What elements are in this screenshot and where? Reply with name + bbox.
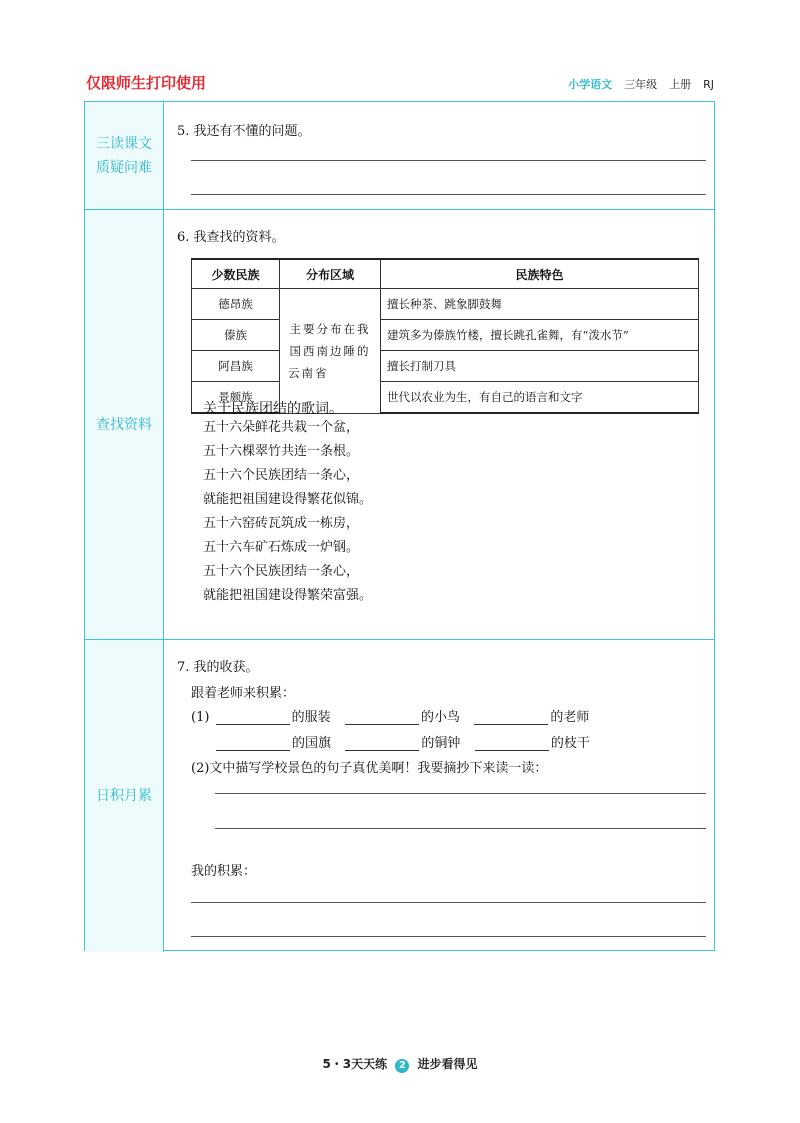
label-line2: 质疑问难 <box>96 159 152 176</box>
subject-label: 小学语文 <box>568 78 613 91</box>
ethnic-name: 傣族 <box>192 320 280 351</box>
ethnic-feature: 擅长种茶、跳象脚鼓舞 <box>381 289 699 320</box>
section-label-questions <box>85 102 164 209</box>
print-notice: 仅限师生打印使用 <box>86 74 207 92</box>
footer-number-badge: 2 <box>395 1059 409 1073</box>
table-row <box>192 289 699 320</box>
section-content-research <box>177 210 706 639</box>
area-line: 云南省 <box>288 365 329 380</box>
blank-suffix: 的国旗 <box>292 736 332 751</box>
prompt-q5: 5. 我还有不懂的问题。 <box>177 124 311 139</box>
answer-line[interactable] <box>191 160 706 161</box>
table-row <box>192 320 699 351</box>
header-meta <box>568 76 714 92</box>
fill-blank[interactable] <box>475 736 549 751</box>
label-line1: 三读课文 <box>96 135 152 152</box>
table-header: 民族特色 <box>381 259 699 289</box>
answer-line[interactable] <box>215 793 706 794</box>
volume-label: 上册 <box>669 78 692 91</box>
q1-row-2 <box>214 732 590 751</box>
footer-slogan: 进步看得见 <box>417 1057 478 1071</box>
blank-suffix: 的老师 <box>550 710 590 725</box>
table-header: 分布区域 <box>280 259 381 289</box>
ethnic-feature: 建筑多为傣族竹楼，擅长跳孔雀舞，有“泼水节” <box>381 320 699 351</box>
area-line: 主要分布在我 <box>289 321 371 336</box>
table-header-row <box>192 259 699 289</box>
footer-brand: 5・3天天练 <box>322 1057 388 1071</box>
ethnic-name: 景颇族 <box>192 382 280 414</box>
edition-label: RJ <box>703 77 714 91</box>
q1-number: (1) <box>191 710 210 725</box>
section-research <box>85 210 714 640</box>
song-lyrics <box>203 416 372 608</box>
worksheet-frame <box>84 101 715 951</box>
ethnic-name: 德昂族 <box>192 289 280 320</box>
my-accumulation: 我的积累： <box>191 864 257 879</box>
blank-suffix: 的铜钟 <box>421 736 461 751</box>
page-footer <box>0 1055 800 1073</box>
follow-teacher: 跟着老师来积累： <box>191 686 296 701</box>
lyric-line: 五十六窑砖瓦筑成一栋房， <box>203 516 360 531</box>
prompt-q7: 7. 我的收获。 <box>177 660 259 675</box>
fill-blank[interactable] <box>216 710 290 725</box>
q2-prompt: (2)文中描写学校景色的句子真优美啊！我要摘抄下来读一读： <box>191 761 548 776</box>
song-title: 关于民族团结的歌词。 <box>203 401 343 417</box>
section-content-accumulate <box>177 640 706 952</box>
distribution-area <box>280 289 381 414</box>
lyric-line: 五十六棵翠竹共连一条根。 <box>203 444 360 459</box>
q1-row-1 <box>191 706 589 725</box>
area-line: 国西南边陲的 <box>289 343 371 358</box>
section-label-accumulate: 日积月累 <box>85 640 164 952</box>
section-questions <box>85 102 714 210</box>
section-label-research: 查找资料 <box>85 210 164 639</box>
lyric-line: 就能把祖国建设得繁荣富强。 <box>203 588 373 603</box>
ethnic-feature: 世代以农业为生，有自己的语言和文字 <box>381 382 699 414</box>
lyric-line: 五十六个民族团结一条心， <box>203 468 360 483</box>
ethnic-feature: 擅长打制刀具 <box>381 351 699 382</box>
ethnic-name: 阿昌族 <box>192 351 280 382</box>
fill-blank[interactable] <box>474 710 548 725</box>
prompt-q6: 6. 我查找的资料。 <box>177 230 285 245</box>
section-content-questions <box>177 102 706 209</box>
fill-blank[interactable] <box>345 710 419 725</box>
lyric-line: 五十六朵鲜花共栽一个盆， <box>203 420 360 435</box>
lyric-line: 五十六个民族团结一条心， <box>203 564 360 579</box>
grade-label: 三年级 <box>624 78 658 91</box>
fill-blank[interactable] <box>216 736 290 751</box>
table-header: 少数民族 <box>192 259 280 289</box>
table-row <box>192 351 699 382</box>
lyric-line: 五十六车矿石炼成一炉钢。 <box>203 540 360 555</box>
answer-line[interactable] <box>215 828 706 829</box>
answer-line[interactable] <box>191 194 706 195</box>
answer-line[interactable] <box>191 936 706 937</box>
fill-blank[interactable] <box>345 736 419 751</box>
blank-suffix: 的枝干 <box>550 736 590 751</box>
section-accumulate <box>85 640 714 952</box>
blank-suffix: 的小鸟 <box>420 710 460 725</box>
ethnic-table <box>191 258 699 414</box>
blank-suffix: 的服装 <box>291 710 331 725</box>
lyric-line: 就能把祖国建设得繁花似锦。 <box>203 492 373 507</box>
answer-line[interactable] <box>191 902 706 903</box>
